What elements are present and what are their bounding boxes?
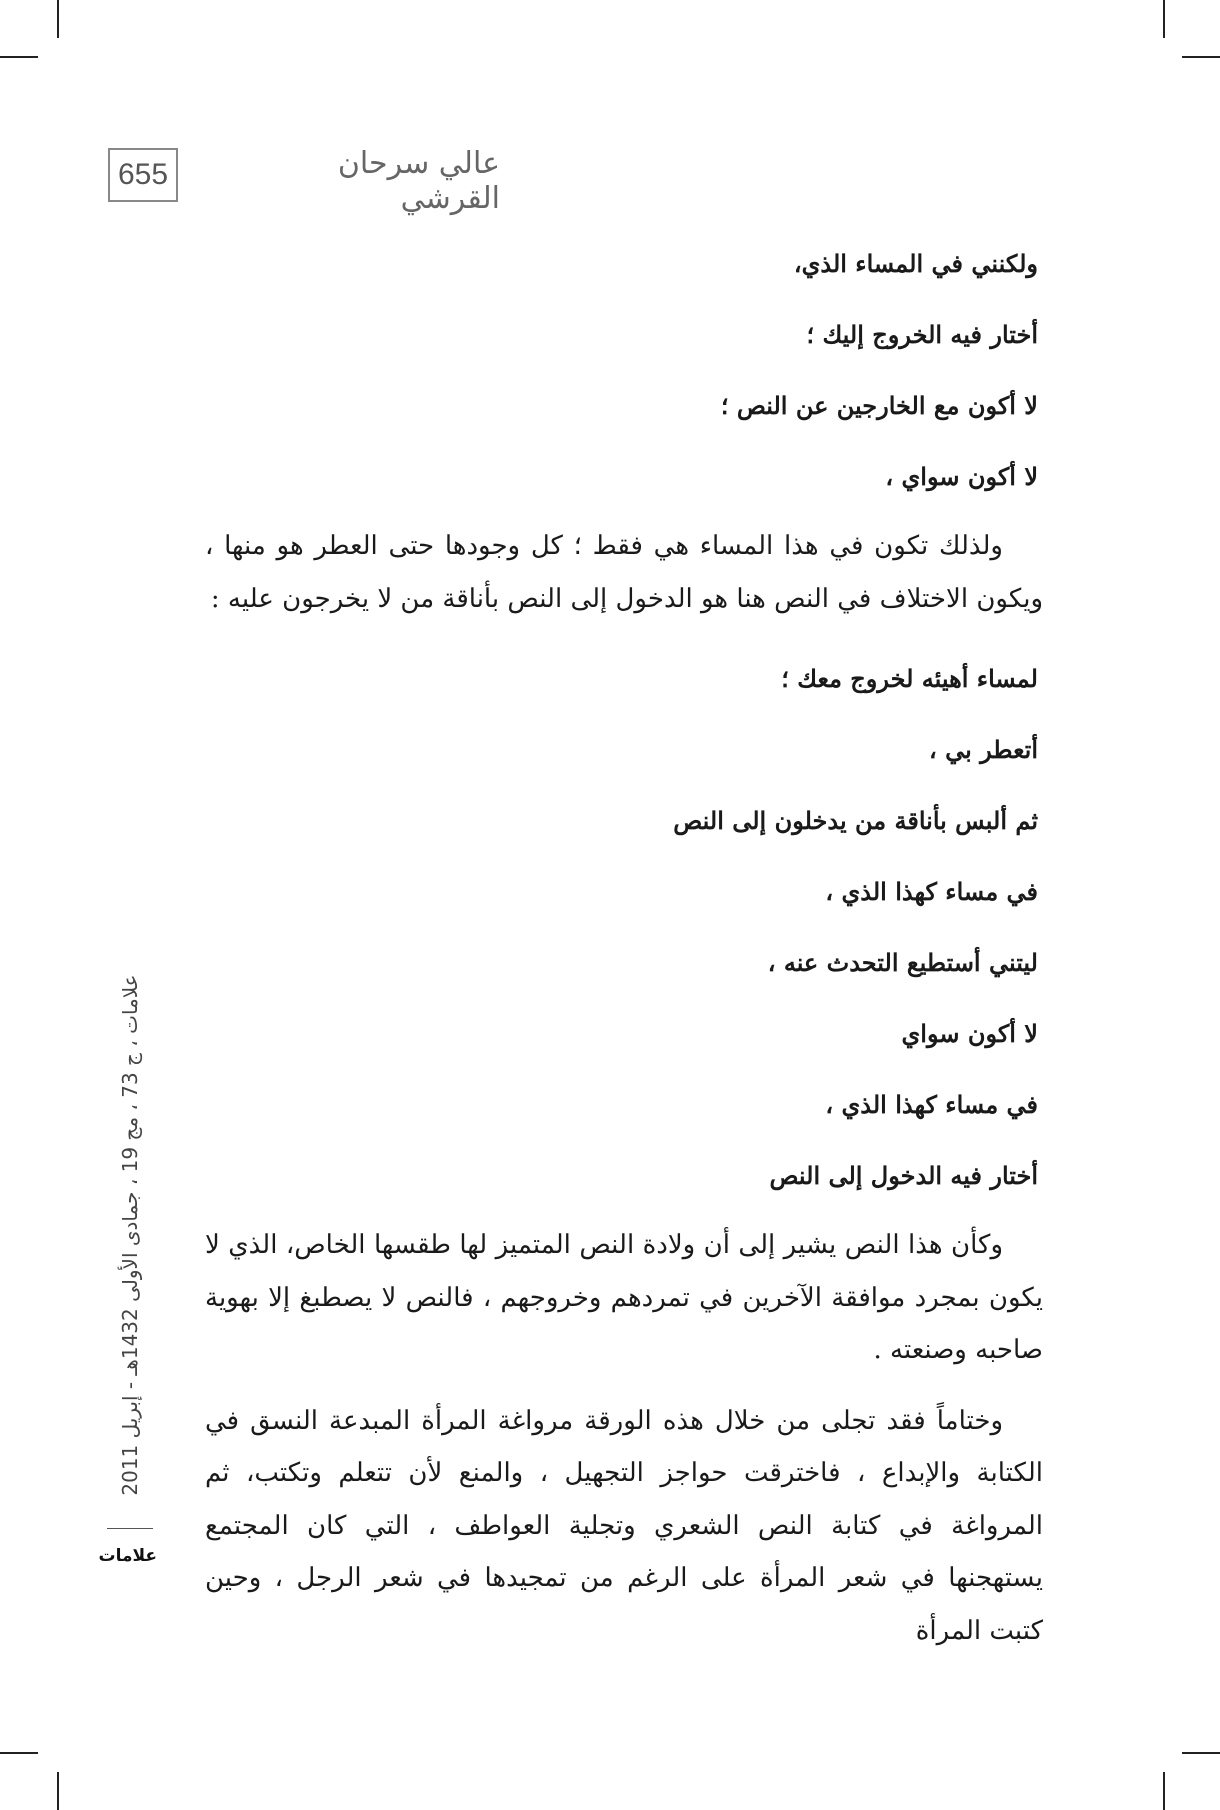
crop-mark	[1182, 56, 1220, 58]
crop-mark	[1182, 1752, 1220, 1754]
poem-line: في مساء كهذا الذي ،	[825, 1090, 1038, 1119]
page-number: 655	[108, 148, 178, 202]
poem-line: أختار فيه الدخول إلى النص	[769, 1161, 1038, 1190]
poem-line: ليتني أستطيع التحدث عنه ،	[767, 948, 1038, 977]
crop-mark	[57, 0, 59, 38]
sidebar-divider	[107, 1528, 153, 1529]
crop-mark	[0, 1752, 38, 1754]
journal-citation	[103, 950, 157, 1520]
crop-mark	[1163, 1772, 1165, 1810]
crop-mark	[1163, 0, 1165, 38]
poem-line: لا أكون مع الخارجين عن النص ؛	[720, 391, 1038, 420]
poem-line: لمساء أهيئه لخروج معك ؛	[781, 664, 1038, 693]
body-paragraph: ولذلك تكون في هذا المساء هي فقط ؛ كل وجودها حتى العطر هو منها ، ويكون الاختلاف في النص هنا هو الدخول إلى النص بأناقة من لا يخرجون عليه :	[205, 531, 1043, 614]
poem-line: لا أكون سواي ،	[885, 462, 1038, 491]
journal-citation-text: علامات ، ج 73 ، مج 19 ، جمادى الأولى 1432هـ - إبريل 2011	[118, 974, 142, 1496]
poem-line: لا أكون سواي	[901, 1019, 1038, 1048]
poem-line: في مساء كهذا الذي ،	[825, 877, 1038, 906]
journal-sidebar	[98, 950, 157, 1610]
running-head: عالي سرحان القرشي	[337, 146, 500, 216]
body-paragraph: وختاماً فقد تجلى من خلال هذه الورقة مرواغة المرأة المبدعة النسق في الكتابة والإبداع ، فاخترقت حواجز التجهيل ، والمنع لأن تتعلم وتكتب، ثم المرواغة في كتابة النص الشعري وتجلية العواطف ، التي كان المجتمع يستهجنها في شعر المرأة على الرغم من تمجيدها في شعر الرجل ، وحين كتبت المرأة	[205, 1405, 1043, 1646]
journal-logo: علامات	[98, 1546, 157, 1566]
poem-line: ثم ألبس بأناقة من يدخلون إلى النص	[673, 806, 1038, 835]
crop-mark	[57, 1772, 59, 1810]
poem-line: أختار فيه الخروج إليك ؛	[806, 320, 1038, 349]
text-column	[205, 244, 1043, 1667]
poem-line: ولكنني في المساء الذي،	[793, 249, 1038, 278]
crop-mark	[0, 56, 38, 58]
poem-line: أتعطر بي ،	[929, 735, 1038, 764]
body-paragraph: وكأن هذا النص يشير إلى أن ولادة النص المتميز لها طقسها الخاص، الذي لا يكون بمجرد موافقة الآخرين في تمردهم وخروجهم ، فالنص لا يصطبغ إلا بهوية صاحبه وصنعته .	[205, 1230, 1043, 1365]
